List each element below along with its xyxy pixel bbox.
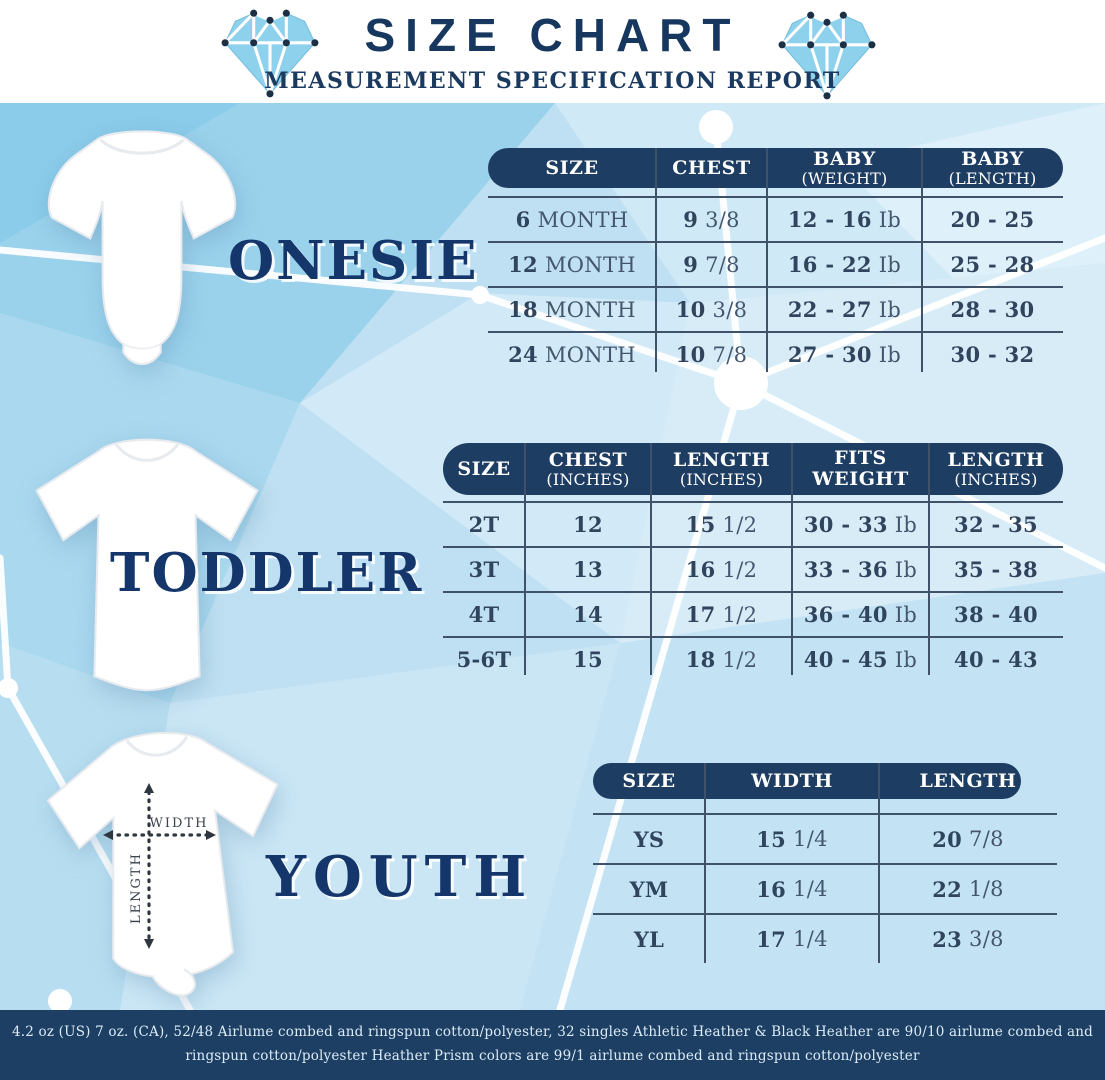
section-label-youth: YOUTH: [266, 844, 534, 910]
table-cell: 12 - 16 Ib: [787, 207, 902, 232]
page-title: SIZE CHART: [364, 9, 741, 61]
table-row: [488, 331, 1063, 376]
table-cell: 9 3/8: [683, 207, 740, 232]
onesie-size-table: [488, 148, 1063, 372]
table-header-cell: SIZE: [545, 156, 599, 179]
table-cell: 14: [573, 602, 603, 627]
table-cell: 10 7/8: [675, 342, 748, 367]
table-cell: 6 MONTH: [515, 207, 629, 232]
table-cell: 2T: [468, 512, 500, 537]
column-divider: [928, 443, 930, 675]
table-cell: 15 1/4: [756, 826, 828, 852]
youth-size-table: [593, 763, 1057, 963]
table-header-cell: CHEST: [672, 156, 751, 179]
table-cell: 5-6T: [456, 647, 512, 672]
measurement-arrows: [100, 780, 220, 952]
table-cell: 16 1/2: [685, 557, 758, 582]
table-row: [593, 913, 1057, 963]
table-cell: 3T: [468, 557, 500, 582]
table-row: [488, 241, 1063, 286]
table-cell: 18 MONTH: [508, 297, 636, 322]
table-cell: 40 - 43: [954, 647, 1038, 672]
table-cell: YS: [633, 826, 665, 852]
page-subtitle: MEASUREMENT SPECIFICATION REPORT: [264, 68, 841, 94]
table-cell: 22 - 27 Ib: [787, 297, 902, 322]
onesie-garment-image: [28, 120, 256, 392]
table-row: [443, 546, 1063, 591]
length-measure-label: LENGTH: [129, 852, 144, 924]
table-cell: 12: [573, 512, 603, 537]
column-divider: [650, 443, 652, 675]
table-header-cell: FITS WEIGHT: [812, 447, 909, 490]
footer-text-line1: 4.2 oz (US) 7 oz. (CA), 52/48 Airlume combed and ringspun cotton/polyester, 32 singles Athletic Heather & Black Heather are 90/10 airlume combed and: [11, 1024, 1094, 1041]
column-divider: [766, 148, 768, 372]
table-cell: 15: [573, 647, 603, 672]
toddler-size-table: [443, 443, 1063, 675]
column-divider: [524, 443, 526, 675]
section-label-toddler: TODDLER: [110, 542, 424, 604]
table-cell: 36 - 40 Ib: [803, 602, 918, 627]
table-row: [443, 501, 1063, 546]
table-cell: 16 1/4: [756, 876, 828, 902]
table-cell: 18 1/2: [685, 647, 758, 672]
table-cell: 27 - 30 Ib: [787, 342, 902, 367]
table-cell: 22 1/8: [932, 876, 1004, 902]
table-header-cell: LENGTH (INCHES): [947, 449, 1045, 489]
table-cell: 40 - 45 Ib: [803, 647, 918, 672]
table-cell: 4T: [468, 602, 500, 627]
table-row: [593, 863, 1057, 913]
table-cell: 28 - 30: [950, 297, 1035, 322]
column-divider: [704, 763, 706, 963]
table-cell: 25 - 28: [950, 252, 1035, 277]
table-cell: 20 - 25: [950, 207, 1035, 232]
table-row: [593, 813, 1057, 863]
section-label-onesie: ONESIE: [228, 230, 479, 292]
table-cell: 32 - 35: [954, 512, 1038, 537]
table-cell: 17 1/4: [756, 926, 828, 952]
table-row: [488, 196, 1063, 241]
table-cell: 16 - 22 Ib: [787, 252, 902, 277]
table-cell: 20 7/8: [932, 826, 1004, 852]
table-row: [443, 636, 1063, 681]
table-cell: 9 7/8: [683, 252, 740, 277]
table-cell: 12 MONTH: [508, 252, 636, 277]
table-cell: 35 - 38: [954, 557, 1038, 582]
table-cell: 38 - 40: [954, 602, 1038, 627]
table-header-cell: BABY (LENGTH): [948, 148, 1037, 188]
table-cell: 33 - 36 Ib: [803, 557, 918, 582]
table-header-cell: SIZE: [622, 769, 676, 792]
footer-band: [0, 1010, 1105, 1080]
table-cell: 10 3/8: [675, 297, 748, 322]
column-divider: [791, 443, 793, 675]
column-divider: [878, 763, 880, 963]
table-cell: 15 1/2: [685, 512, 758, 537]
table-cell: 30 - 32: [950, 342, 1035, 367]
table-header-cell: LENGTH (INCHES): [672, 449, 771, 489]
table-cell: YM: [629, 876, 669, 902]
width-measure-label: WIDTH: [149, 816, 209, 831]
table-header-cell: SIZE: [457, 457, 511, 480]
table-header-cell: CHEST (INCHES): [546, 449, 630, 489]
footer-text-line2: ringspun cotton/polyester Heather Prism colors are 99/1 airlume combed and ringspun cotton/polyester: [185, 1048, 920, 1064]
table-cell: 23 3/8: [932, 926, 1004, 952]
table-cell: YL: [633, 926, 665, 952]
table-cell: 17 1/2: [685, 602, 758, 627]
table-cell: 24 MONTH: [508, 342, 636, 367]
table-cell: 13: [573, 557, 603, 582]
table-row: [443, 591, 1063, 636]
table-cell: 30 - 33 Ib: [803, 512, 918, 537]
table-row: [488, 286, 1063, 331]
table-header-cell: LENGTH: [919, 769, 1017, 792]
table-header-cell: WIDTH: [751, 769, 833, 792]
column-divider: [921, 148, 923, 372]
table-header-cell: BABY (WEIGHT): [801, 148, 888, 188]
column-divider: [655, 148, 657, 372]
